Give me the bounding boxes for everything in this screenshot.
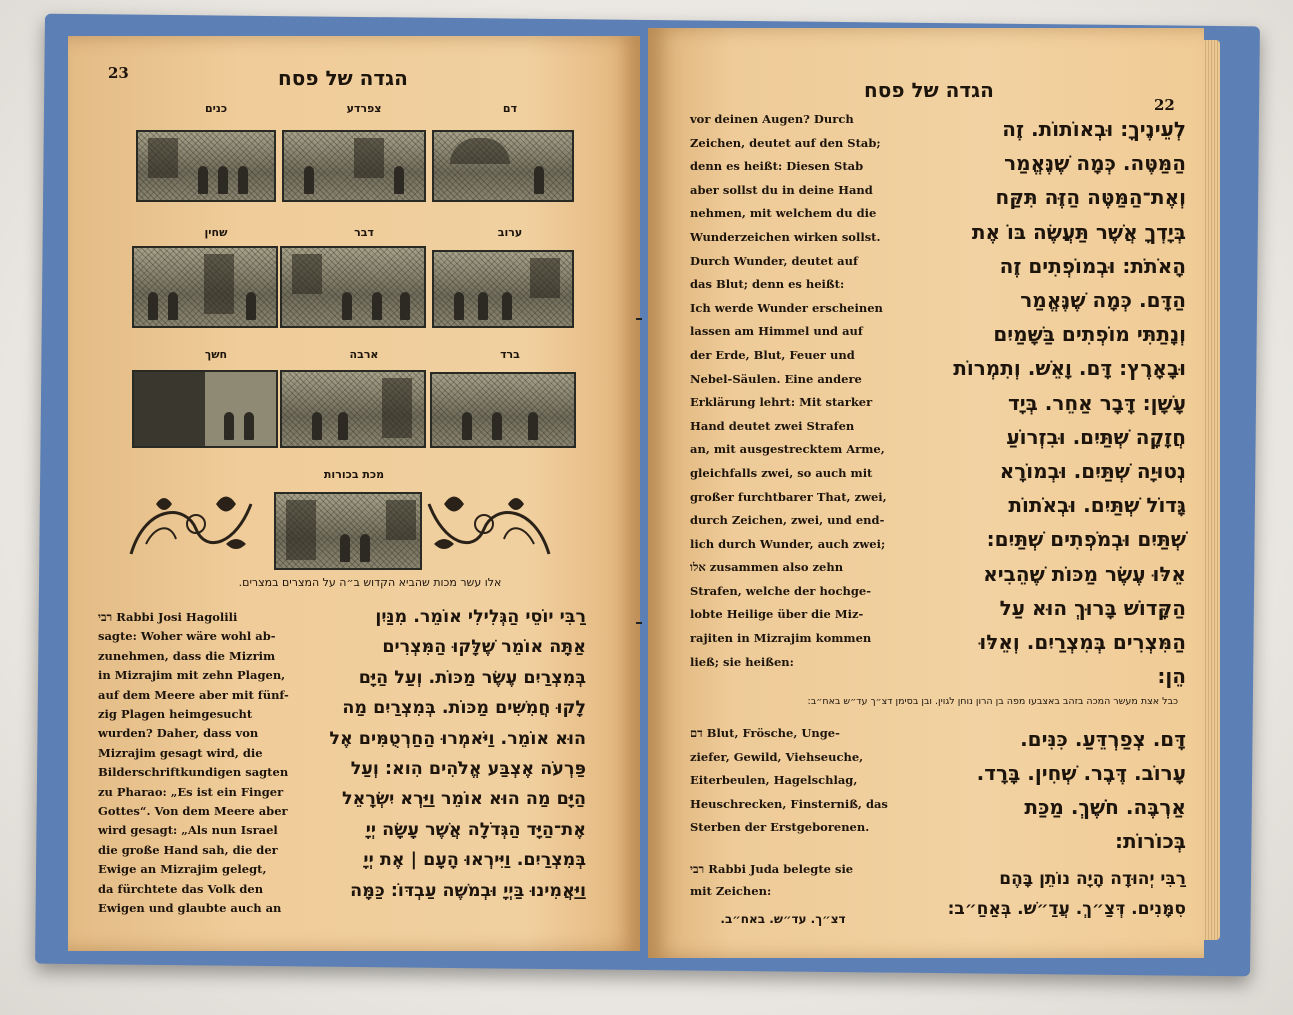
text-line: הַקָּדוֹשׁ בָּרוּךְ הוּא עַל xyxy=(999,595,1186,620)
plague-label: ברד xyxy=(500,348,520,361)
text-line: Wunderzeichen wirken sollst. xyxy=(690,229,881,244)
text-line: zu Pharao: „Es ist ein Finger xyxy=(98,784,284,799)
text-line: großer furchtbarer That, zwei, xyxy=(690,489,887,504)
text-line: lich durch Wunder, auch zwei; xyxy=(690,536,886,551)
text-line: an, mit ausgestrecktem Arme, xyxy=(690,442,885,457)
text-line: gleichfalls zwei, so auch mit xyxy=(690,465,873,480)
text-line: בְּיָדְךָ אֲשֶׁר תַּעֲשֶׂה בּוֹ אֶת xyxy=(971,219,1186,244)
text-line: נְטוּיָה שְׁתַּיִם. וּבְמוֹרָא xyxy=(999,459,1186,484)
text-line: עָשָׁן: דָּבָר אַחֵר. בְּיָד xyxy=(1008,390,1186,415)
page-header: הגדה של פסח xyxy=(278,66,408,90)
text-line: הַיָּם מַה הוּא אוֹמֵר וַיַּרְא יִשְׂרָאֵל xyxy=(342,789,586,810)
hebrew-text-column xyxy=(316,602,586,906)
text-line: עָרוֹב. דֶּבֶר. שְׁחִין. בָּרָד. xyxy=(976,761,1186,785)
text-line: בְּמִצְרַיִם עֶשֶׂר מַכּוֹת. וְעַל הַיָּם xyxy=(358,667,586,688)
text-line: וְנָתַתִּי מוֹפְתִים בַּשָּׁמַיִם xyxy=(993,322,1186,347)
plague-illustration xyxy=(274,492,422,570)
plague-label: מכת בכורות xyxy=(323,468,385,481)
text-line: Mizrajim gesagt wird, die xyxy=(98,745,263,760)
plague-label: שחין xyxy=(204,226,228,239)
text-line: וְאֶת־הַמַּטֶּה הַזֶּה תִּקַּח xyxy=(995,185,1186,210)
text-line: סִמָּנִים. דְּצַ״ךְ. עֲדַ״שׁ. בְּאַחַ״ב: xyxy=(947,899,1186,919)
plague-label: דם xyxy=(502,102,518,115)
text-line: aber sollst du in deine Hand xyxy=(690,182,873,197)
plague-label: דבר xyxy=(354,226,374,239)
text-line: גָּדוֹל שְׁתַּיִם. וּבְאֹתוֹת xyxy=(1008,493,1186,518)
plague-illustration xyxy=(132,370,278,448)
text-line: לְעֵינֶיךָ: וּבְאוֹתוֹת. זֶה xyxy=(1002,117,1186,141)
page-header: הגדה של פסח xyxy=(864,78,994,102)
text-line: שְׁתַּיִם וּבְמֹפְתִים שְׁתַּיִם: xyxy=(986,527,1186,552)
text-line: אַתָּה אוֹמֵר שֶׁלָּקוּ הַמִּצְרִים xyxy=(382,637,586,658)
plague-illustration xyxy=(280,370,426,448)
text-line: Nebel-Säulen. Eine andere xyxy=(690,371,862,386)
text-line: רבי Rabbi Juda belegte sie xyxy=(690,862,854,876)
text-line: Durch Wunder, deutet auf xyxy=(690,253,858,268)
text-line: לָקוּ חֲמִשִּׁים מַכּוֹת. בְּמִצְרַיִם מַה xyxy=(342,698,586,719)
plague-illustration xyxy=(132,246,278,328)
judah-german xyxy=(690,858,890,902)
page-number: 23 xyxy=(108,64,129,82)
plague-label: ערוב xyxy=(497,226,523,239)
floral-ornament xyxy=(126,484,256,564)
text-line: Ewigen und glaubte auch an xyxy=(98,901,282,916)
plates-caption: אלו עשר מכות שהביא הקדוש ב״ה על המצרים במצרים. xyxy=(238,576,502,589)
text-line: הַמַּטֶּה. כְּמָה שֶׁנֶּאֱמַר xyxy=(1004,151,1186,176)
plague-illustration xyxy=(282,130,426,202)
text-line: הַמִּצְרִים בְּמִצְרַיִם. וְאֵלּוּ xyxy=(979,630,1186,655)
text-line: הֵן: xyxy=(1157,664,1186,689)
text-line: Bilderschriftkundigen sagten xyxy=(98,765,289,780)
page-number: 22 xyxy=(1154,96,1175,114)
floral-ornament xyxy=(424,484,554,564)
text-line: רַבִּי יוֹסֵי הַגְּלִילִי אוֹמֵר. מִנַּיִן xyxy=(375,607,586,627)
text-line: Strafen, welche der hochge- xyxy=(690,583,871,598)
text-line: אַרְבֶּה. חֹשֶׁךְ. מַכַּת xyxy=(1024,795,1186,819)
text-line: וּבָאָרֶץ: דָּם. וָאֵשׁ. וְתִמְרוֹת xyxy=(953,356,1186,381)
footnote: כבל אצת מעשר המכה בזהב באצבעו מפה בן הרון נוחן לגוין. ובן בסימן דצ״ך עד״ש באח״ב: xyxy=(807,696,1178,707)
text-line: zig Plagen heimgesucht xyxy=(98,707,253,722)
german-text-column xyxy=(98,608,310,919)
plagues-hebrew xyxy=(902,722,1186,858)
text-line: הַדָּם. כְּמָה שֶׁנֶּאֱמַר xyxy=(1020,288,1186,313)
text-line: Eiterbeulen, Hagelschlag, xyxy=(690,773,858,788)
text-line: denn es heißt: Diesen Stab xyxy=(690,159,864,174)
text-line: בְּכוֹרוֹת: xyxy=(1115,829,1186,853)
text-line: durch Zeichen, zwei, und end- xyxy=(690,513,885,528)
text-line: lobte Heilige über die Miz- xyxy=(690,607,864,622)
text-line: Ewige an Mizrajim gelegt, xyxy=(98,862,267,877)
text-line: rajiten in Mizrajim kommen xyxy=(690,631,872,646)
plague-illustration xyxy=(430,372,576,448)
text-line: אֶת־הַיָּד הַגְּדֹלָה אֲשֶׁר עָשָׂה יְיָ xyxy=(365,819,586,840)
text-line: Zeichen, deutet auf den Stab; xyxy=(690,135,881,150)
binding-stitch xyxy=(636,622,642,624)
plague-label: צפרדע xyxy=(346,102,382,115)
plagues-german xyxy=(690,722,890,840)
text-line: Ich werde Wunder erscheinen xyxy=(690,300,883,315)
text-line: דם Blut, Frösche, Unge- xyxy=(690,726,840,740)
text-line: sagte: Woher wäre wohl ab- xyxy=(98,629,276,644)
text-line: Heuschrecken, Finsterniß, das xyxy=(690,796,888,811)
german-text-column xyxy=(690,108,896,674)
hebrew-text-column xyxy=(902,112,1186,693)
text-line: חֲזָקָה שְׁתַּיִם. וּבִזְרוֹעַ xyxy=(1006,424,1186,449)
text-line: auf dem Meere aber mit fünf- xyxy=(98,687,289,702)
text-line: הוּא אוֹמֵר. וַיֹּאמְרוּ הַחַרְטֻמִּים אֶל xyxy=(329,728,586,749)
text-line: וַיַּאֲמִינוּ בַּיְיָ וּבְמשֶׁה עַבְדּוֹ: כַּמָּה xyxy=(350,880,586,901)
text-line: Hand deutet zwei Strafen xyxy=(690,418,855,433)
text-line: lassen am Himmel und auf xyxy=(690,324,863,339)
text-line: רבי Rabbi Josi Hagolili xyxy=(98,610,238,624)
text-line: mit Zeichen: xyxy=(690,884,772,898)
judah-signs: דצ״ך. עד״ש. באח״ב. xyxy=(720,912,846,926)
binding-stitch xyxy=(636,318,642,320)
right-page xyxy=(648,28,1204,958)
text-line: die große Hand sah, die der xyxy=(98,842,278,857)
text-line: das Blut; denn es heißt: xyxy=(690,277,845,292)
plague-illustration xyxy=(432,250,574,328)
plague-label: ארבה xyxy=(349,348,379,361)
text-line: אֵלּוּ עֶשֶׂר מַכּוֹת שֶׁהֵבִיא xyxy=(983,561,1186,586)
text-line: wurden? Daher, dass von xyxy=(98,726,259,741)
text-line: פַּרְעֹה אֶצְבַּע אֱלֹהִים הִוא: וְעַל xyxy=(350,759,586,780)
text-line: Erklärung lehrt: Mit starker xyxy=(690,395,873,410)
text-line: Sterben der Erstgeborenen. xyxy=(690,820,870,835)
text-line: der Erde, Blut, Feuer und xyxy=(690,347,855,362)
plague-illustration xyxy=(136,130,276,202)
text-line: wird gesagt: „Als nun Israel xyxy=(98,823,278,838)
text-line: ließ; sie heißen: xyxy=(690,654,794,669)
left-page xyxy=(68,36,640,951)
plague-illustration xyxy=(432,130,574,202)
plague-label: כנים xyxy=(204,102,228,115)
text-line: דָּם. צְפַרְדֵּעַ. כִּנִּים. xyxy=(1020,727,1186,751)
text-line: nehmen, mit welchem du die xyxy=(690,206,877,221)
text-line: in Mizrajim mit zehn Plagen, xyxy=(98,668,286,683)
plague-label: חשך xyxy=(204,348,228,361)
text-line: zunehmen, dass die Mizrim xyxy=(98,648,276,663)
text-line: הָאֹתֹת: וּבְמוֹפְתִים זֶה xyxy=(999,253,1186,278)
text-line: אלו zusammen also zehn xyxy=(690,560,844,575)
text-line: vor deinen Augen? Durch xyxy=(690,112,854,126)
text-line: בְּמִצְרַיִם. וַיִּירְאוּ הָעָם | אֶת יְיָ xyxy=(363,850,586,871)
text-line: ziefer, Gewild, Viehseuche, xyxy=(690,749,864,764)
judah-hebrew xyxy=(902,864,1186,924)
text-line: da fürchtete das Volk den xyxy=(98,881,264,896)
text-line: רַבִּי יְהוּדָה הָיָה נוֹתֵן בָּהֶם xyxy=(999,869,1186,889)
plague-illustration xyxy=(280,246,426,328)
text-line: Gottes“. Von dem Meere aber xyxy=(98,804,288,819)
